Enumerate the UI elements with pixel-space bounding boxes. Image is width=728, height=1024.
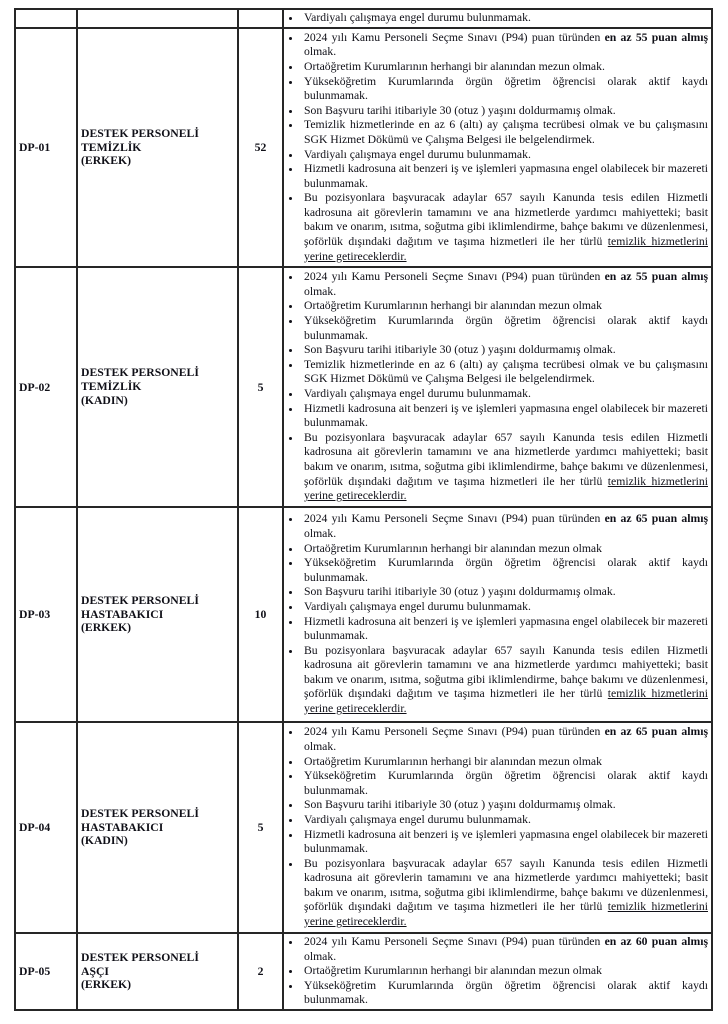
requirement-text: 2024 yılı Kamu Personeli Seçme Sınavı (P94) puan türünden — [304, 30, 605, 44]
partial-row — [15, 9, 712, 28]
requirement-item — [302, 585, 708, 600]
requirement-text: Yükseköğretim Kurumlarında örgün öğretim öğrencisi olarak aktif kaydı bulunmamak. — [304, 769, 708, 797]
requirement-item — [302, 769, 708, 798]
position-requirements-cell — [283, 267, 712, 507]
requirement-text: 2024 yılı Kamu Personeli Seçme Sınavı (P94) puan türünden — [304, 725, 605, 739]
requirement-item — [302, 615, 708, 644]
requirement-text: Bu pozisyonlara başvuracak adaylar 657 sayılı Kanunda tesis edilen Hizmetli kadrosuna ait görevlerin tamamını ve ana hizmetlerde yardımcı mahiyetteki; basit bakım ve onarım, ısıtma, soğutma gibi iklimlendirme, bahçe bakımı ve düzenlenmesi, şoförlük dışındaki dağıtım ve taşıma hizmetleri ile her türlü — [304, 430, 708, 488]
requirement-text: Son Başvuru tarihi itibariyle 30 (otuz ) yaşını doldurmamış olmak. — [304, 798, 616, 812]
requirement-item — [302, 431, 708, 504]
position-title-line: HASTABAKICI — [81, 820, 164, 834]
position-code-cell: DP-03 — [15, 507, 77, 722]
requirement-text: olmak. — [304, 45, 337, 59]
position-quota-cell — [238, 9, 283, 28]
requirement-text: Vardiyalı çalışmaya engel durumu bulunmamak. — [304, 387, 531, 400]
position-title-line: HASTABAKICI — [81, 607, 164, 621]
requirement-text: Ortaöğretim Kurumlarının herhangi bir alanından mezun olmak — [304, 299, 602, 313]
requirement-item — [302, 828, 708, 857]
position-title-line: (ERKEK) — [81, 978, 131, 992]
requirement-item — [302, 935, 708, 964]
requirements-list — [287, 512, 708, 716]
positions-table — [14, 8, 713, 1011]
requirement-text: olmak. — [304, 949, 337, 963]
requirement-item — [302, 31, 708, 60]
requirement-item — [302, 402, 708, 431]
requirement-item — [302, 343, 708, 358]
position-quota-cell: 5 — [238, 722, 283, 933]
position-requirements-cell — [283, 933, 712, 1010]
positions-table-body — [15, 9, 712, 1010]
position-quota-cell: 10 — [238, 507, 283, 722]
requirement-text: en az 55 puan almış — [604, 270, 708, 284]
requirement-text: Yükseköğretim Kurumlarında örgün öğretim öğrencisi olarak aktif kaydı bulunmamak. — [304, 978, 708, 1007]
position-title-line: (KADIN) — [81, 393, 128, 407]
position-title-line: TEMİZLİK — [81, 140, 142, 154]
requirement-text: Bu pozisyonlara başvuracak adaylar 657 sayılı Kanunda tesis edilen Hizmetli kadrosuna ait görevlerin tamamını ve ana hizmetlerde yardımcı mahiyetteki; basit bakım ve onarım, ısıtma, soğutma gibi iklimlendirme, bahçe bakımı ve düzenlenmesi, şoförlük dışındaki dağıtım ve taşıma hizmetleri ile her türlü — [304, 191, 708, 249]
position-row-dp-04 — [15, 722, 712, 933]
requirement-text: Ortaöğretim Kurumlarının herhangi bir alanından mezun olmak — [304, 754, 602, 768]
requirement-item — [302, 644, 708, 717]
requirement-text: temizlik hizmetlerini yerine getireceklerdir. — [304, 235, 708, 263]
position-title-cell — [77, 267, 238, 507]
position-title-cell — [77, 28, 238, 267]
position-code-cell: DP-05 — [15, 933, 77, 1010]
requirement-text: Yükseköğretim Kurumlarında örgün öğretim öğrencisi olarak aktif kaydı bulunmamak. — [304, 556, 708, 584]
requirement-item — [302, 725, 708, 754]
requirement-text: Ortaöğretim Kurumlarının herhangi bir alanından mezun olmak — [304, 964, 602, 978]
position-title-cell — [77, 722, 238, 933]
requirement-text: olmak. — [304, 526, 337, 540]
requirement-item — [302, 964, 708, 979]
requirement-text: Temizlik hizmetlerinde en az 6 (altı) ay çalışma tecrübesi olmak ve bu çalışmasını SGK Hizmet Dökümü ve Çalışma Belgesi ile belgelendirmek. — [304, 357, 708, 386]
position-code-cell: DP-01 — [15, 28, 77, 267]
requirement-item — [302, 11, 708, 26]
requirement-item — [302, 148, 708, 163]
requirement-text: Yükseköğretim Kurumlarında örgün öğretim öğrencisi olarak aktif kaydı bulunmamak. — [304, 314, 708, 342]
requirement-text: Hizmetli kadrosuna ait benzeri iş ve işlemleri yapmasına engel olabilecek bir mazereti bulunmamak. — [304, 614, 708, 643]
requirements-list — [287, 270, 708, 504]
requirement-text: Son Başvuru tarihi itibariyle 30 (otuz ) yaşını doldurmamış olmak. — [304, 103, 616, 117]
position-title-line: AŞÇI — [81, 964, 109, 978]
requirement-text: Bu pozisyonlara başvuracak adaylar 657 sayılı Kanunda tesis edilen Hizmetli kadrosuna ait görevlerin tamamını ve ana hizmetlerde yardımcı mahiyetteki; basit bakım ve onarım, ısıtma, soğutma gibi iklimlendirme, bahçe bakımı ve düzenlenmesi, şoförlük dışındaki dağıtım ve taşıma hizmetleri ile her türlü — [304, 643, 708, 701]
position-quota-cell: 5 — [238, 267, 283, 507]
requirement-text: Temizlik hizmetlerinde en az 6 (altı) ay çalışma tecrübesi olmak ve bu çalışmasını SGK Hizmet Dökümü ve Çalışma Belgesi ile belgelendirmek. — [304, 118, 708, 146]
requirement-item — [302, 798, 708, 813]
requirement-item — [302, 979, 708, 1008]
position-title-line: DESTEK PERSONELİ — [81, 366, 199, 380]
requirement-text: Vardiyalı çalışmaya engel durumu bulunmamak. — [304, 147, 531, 161]
requirement-item — [302, 191, 708, 264]
position-title-line: DESTEK PERSONELİ — [81, 950, 199, 964]
requirement-text: 2024 yılı Kamu Personeli Seçme Sınavı (P94) puan türünden — [304, 270, 605, 284]
requirement-item — [302, 542, 708, 557]
requirement-text: Hizmetli kadrosuna ait benzeri iş ve işlemleri yapmasına engel olabilecek bir mazereti bulunmamak. — [304, 401, 708, 430]
requirement-item — [302, 600, 708, 615]
position-title-line: DESTEK PERSONELİ — [81, 126, 199, 140]
requirement-text: Hizmetli kadrosuna ait benzeri iş ve işlemleri yapmasına engel olabilecek bir mazereti bulunmamak. — [304, 827, 708, 856]
requirement-text: Bu pozisyonlara başvuracak adaylar 657 sayılı Kanunda tesis edilen Hizmetli kadrosuna ait görevlerin tamamını ve ana hizmetlerde yardımcı mahiyetteki; basit bakım ve onarım, ısıtma, soğutma gibi iklimlendirme, bahçe bakımı ve düzenlenmesi, şoförlük dışındaki dağıtım ve taşıma hizmetleri ile her türlü — [304, 856, 708, 914]
requirement-text: olmak. — [304, 284, 337, 298]
requirement-item — [302, 270, 708, 299]
requirement-item — [302, 387, 708, 402]
requirement-item — [302, 162, 708, 191]
position-title-cell — [77, 507, 238, 722]
requirement-item — [302, 813, 708, 828]
requirement-item — [302, 299, 708, 314]
position-title-line: (ERKEK) — [81, 621, 131, 635]
position-row-dp-01 — [15, 28, 712, 267]
position-code-cell: DP-04 — [15, 722, 77, 933]
requirements-list — [287, 935, 708, 1008]
position-title-line: (KADIN) — [81, 834, 128, 848]
requirements-list — [287, 725, 708, 929]
requirement-text: Yükseköğretim Kurumlarında örgün öğretim öğrencisi olarak aktif kaydı bulunmamak. — [304, 74, 708, 103]
requirement-text: Vardiyalı çalışmaya engel durumu bulunmamak. — [304, 812, 531, 826]
requirement-item — [302, 512, 708, 541]
requirement-text: Vardiyalı çalışmaya engel durumu bulunmamak. — [304, 11, 531, 25]
position-title-line: DESTEK PERSONELİ — [81, 806, 199, 820]
requirement-text: Hizmetli kadrosuna ait benzeri iş ve işlemleri yapmasına engel olabilecek bir mazereti bulunmamak. — [304, 162, 708, 190]
requirement-item — [302, 358, 708, 387]
requirement-text: Vardiyalı çalışmaya engel durumu bulunmamak. — [304, 599, 531, 613]
requirement-text: temizlik hizmetlerini yerine getireceklerdir. — [304, 900, 708, 929]
position-row-dp-05 — [15, 933, 712, 1010]
position-title-line: TEMİZLİK — [81, 380, 142, 394]
requirements-list — [287, 11, 708, 26]
requirement-text: en az 65 puan almış — [604, 725, 708, 739]
position-requirements-cell — [283, 9, 712, 28]
position-code-cell — [15, 9, 77, 28]
requirement-text: en az 60 puan almış — [604, 935, 708, 948]
requirement-item — [302, 104, 708, 119]
position-quota-cell: 2 — [238, 933, 283, 1010]
position-code-cell: DP-02 — [15, 267, 77, 507]
requirement-item — [302, 118, 708, 147]
requirement-item — [302, 755, 708, 770]
requirement-item — [302, 314, 708, 343]
position-requirements-cell — [283, 722, 712, 933]
position-row-dp-03 — [15, 507, 712, 722]
position-row-dp-02 — [15, 267, 712, 507]
requirement-item — [302, 75, 708, 104]
requirement-item — [302, 857, 708, 930]
requirement-text: Son Başvuru tarihi itibariyle 30 (otuz ) yaşını doldurmamış olmak. — [304, 585, 616, 599]
position-title-line: (ERKEK) — [81, 154, 131, 168]
position-title-cell — [77, 933, 238, 1010]
requirement-item — [302, 60, 708, 75]
requirement-text: temizlik hizmetlerini yerine getireceklerdir. — [304, 687, 708, 716]
requirement-text: temizlik hizmetlerini yerine getireceklerdir. — [304, 474, 708, 503]
requirement-text: 2024 yılı Kamu Personeli Seçme Sınavı (P94) puan türünden — [304, 512, 605, 526]
position-title-cell — [77, 9, 238, 28]
requirement-text: Ortaöğretim Kurumlarının herhangi bir alanından mezun olmak. — [304, 59, 605, 73]
position-requirements-cell — [283, 507, 712, 722]
requirements-list — [287, 31, 708, 265]
position-quota-cell: 52 — [238, 28, 283, 267]
requirement-text: 2024 yılı Kamu Personeli Seçme Sınavı (P94) puan türünden — [304, 935, 605, 948]
position-requirements-cell — [283, 28, 712, 267]
requirement-text: Son Başvuru tarihi itibariyle 30 (otuz ) yaşını doldurmamış olmak. — [304, 343, 616, 357]
requirement-text: Ortaöğretim Kurumlarının herhangi bir alanından mezun olmak — [304, 541, 602, 555]
requirement-text: olmak. — [304, 739, 337, 753]
position-title-line: DESTEK PERSONELİ — [81, 593, 199, 607]
requirement-text: en az 65 puan almış — [604, 512, 708, 526]
requirement-item — [302, 556, 708, 585]
requirement-text: en az 55 puan almış — [604, 30, 708, 44]
